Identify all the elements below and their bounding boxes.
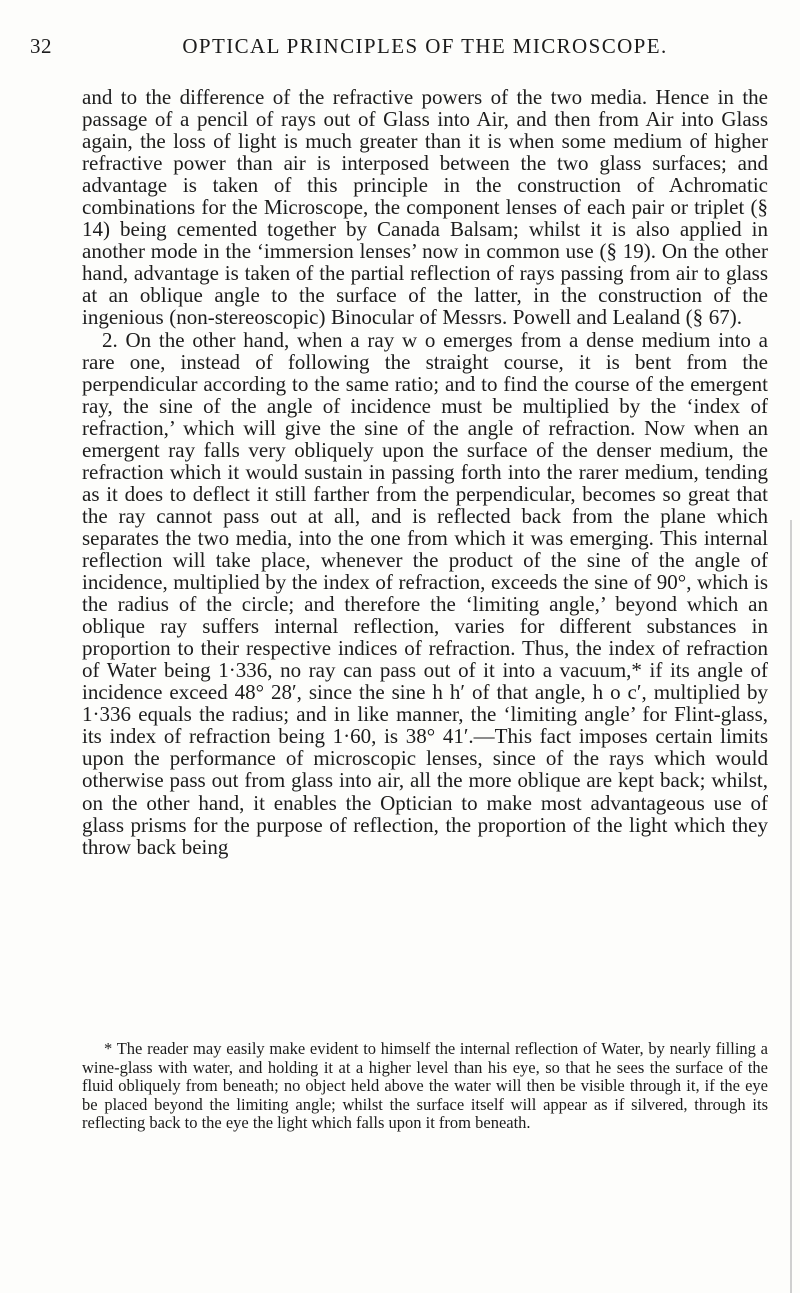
page-header xyxy=(30,34,760,64)
running-head: OPTICAL PRINCIPLES OF THE MICROSCOPE. xyxy=(182,34,668,58)
body-text xyxy=(82,86,768,858)
page-number: 32 xyxy=(30,34,52,58)
paragraph-1: and to the difference of the refractive powers of the two media. Hence in the passage of a pencil of rays out of Glass into Air, and then from Air into Glass again, the loss of light is much greater than it is when some medium of higher refractive power than air is interposed between the two glass surfaces; and advantage is taken of this principle in the construction of Achromatic combinations for the Microscope, the component lenses of each pair or triplet (§ 14) being cemented together by Canada Balsam; whilst it is also applied in another mode in the ‘immersion lenses’ now in common use (§ 19). On the other hand, advantage is taken of the partial reflection of rays passing from air to glass at an oblique angle to the surface of the latter, in the construction of the ingenious (non-stereoscopic) Binocular of Messrs. Powell and Lealand (§ 67). xyxy=(82,85,768,330)
page-edge-line xyxy=(790,520,792,1293)
paragraph-2: 2. On the other hand, when a ray w o emerges from a dense medium into a rare one, instead of following the straight course, it is bent from the perpendicular according to the same ratio; and to find the course of the emergent ray, the sine of the angle of incidence must be multiplied by the ‘index of refraction,’ which will give the sine of the angle of refraction. Now when an emergent ray falls very obliquely upon the surface of the denser medium, the refraction which it would sustain in passing forth into the rarer medium, tending as it does to deflect it still farther from the perpendicular, becomes so great that the ray cannot pass out at all, and is reflected back from the plane which separates the two media, into the one from which it was emerging. This internal reflection will take place, whenever the product of the sine of the angle of incidence, multiplied by the index of refraction, exceeds the sine of 90°, which is the radius of the circle; and therefore the ‘limiting angle,’ beyond which an oblique ray suffers internal reflection, varies for different substances in proportion to their respective indices of refraction. Thus, the index of refraction of Water being 1·336, no ray can pass out of it into a vacuum,* if its angle of incidence exceed 48° 28′, since the sine h h′ of that angle, h o c′, multiplied by 1·336 equals the radius; and in like manner, the ‘limiting angle’ for Flint-glass, its index of refraction being 1·60, is 38° 41′.—This fact imposes certain limits upon the performance of microscopic lenses, since of the rays which would otherwise pass out from glass into air, all the more oblique are kept back; whilst, on the other hand, it enables the Optician to make most advantageous use of glass prisms for the purpose of reflection, the proportion of the light which they throw back being xyxy=(82,327,768,859)
footnote-text: * The reader may easily make evident to himself the internal reflection of Water, by nearly filling a wine-glass with water, and holding it at a higher level than his eye, so that he sees the surface of the fluid obliquely from beneath; no object held above the water will then be visible through it, if the eye be placed beyond the limiting angle; whilst the surface itself will appear as if silvered, through its reflecting back to the eye the light which falls upon it from beneath. xyxy=(82,1039,768,1133)
footnote xyxy=(82,1040,768,1133)
